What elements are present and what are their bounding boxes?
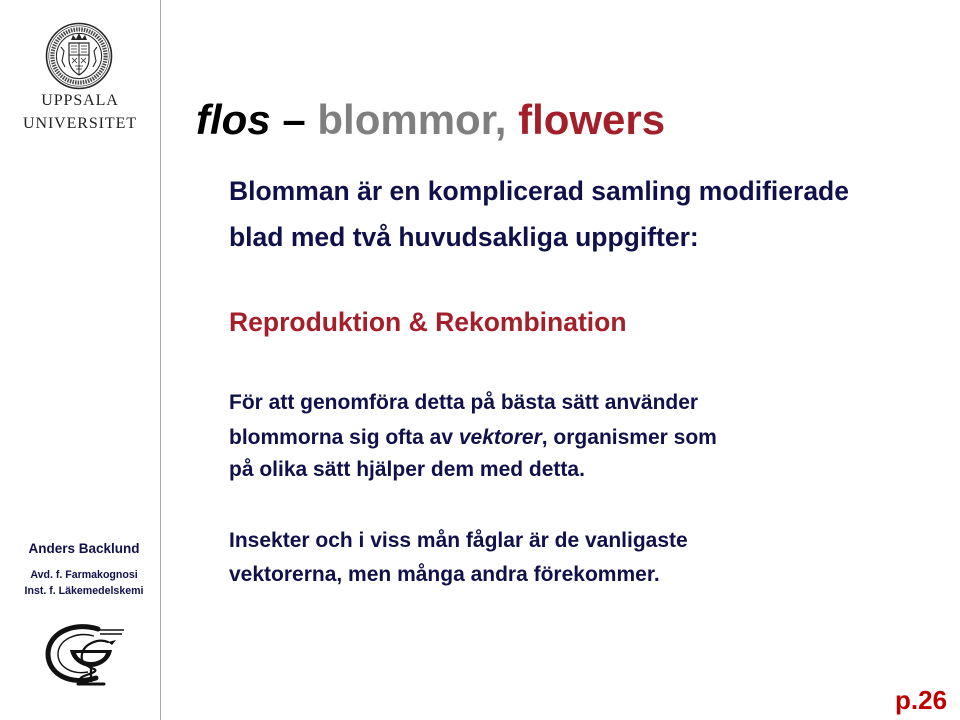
- vektorer-emphasis: vektorer: [458, 426, 542, 449]
- paragraph1-line-2: [229, 427, 717, 448]
- institute-name: Inst. f. Läkemedelskemi: [24, 585, 144, 597]
- title-latin: flos: [196, 96, 271, 143]
- department-name: Avd. f. Farmakognosi: [30, 569, 138, 581]
- paragraph1-line-2-start: blommorna sig ofta av: [229, 426, 459, 449]
- paragraph1-line-3: på olika sätt hjälper dem med detta.: [229, 458, 585, 481]
- title-dash: –: [282, 96, 306, 143]
- highlight-text: Reproduktion & Rekombination: [229, 306, 627, 337]
- sidebar-divider: [160, 0, 161, 720]
- university-name-line1: UPPSALA: [41, 91, 119, 109]
- university-name-line2: UNIVERSITET: [23, 114, 137, 132]
- title-swedish: blommor,: [317, 96, 507, 143]
- author-name: Anders Backlund: [28, 540, 140, 556]
- title-english: flowers: [518, 96, 666, 143]
- paragraph2-line-1: Insekter och i viss mån fåglar är de vanligaste: [229, 529, 688, 552]
- intro-line-1: Blomman är en komplicerad samling modifierade: [229, 175, 849, 206]
- paragraph1-line-2-end: , organismer som: [541, 426, 717, 449]
- university-seal-icon: [44, 21, 114, 91]
- page-number: p.26: [895, 685, 948, 715]
- slide-title: [196, 96, 666, 143]
- intro-line-2: blad med två huvudsakliga uppgifter:: [229, 221, 699, 252]
- paragraph1-line-1: För att genomföra detta på bästa sätt använder: [229, 391, 699, 414]
- paragraph2-line-2: vektorerna, men många andra förekommer.: [229, 563, 660, 586]
- pharmacy-bowl-snake-icon: [38, 620, 128, 690]
